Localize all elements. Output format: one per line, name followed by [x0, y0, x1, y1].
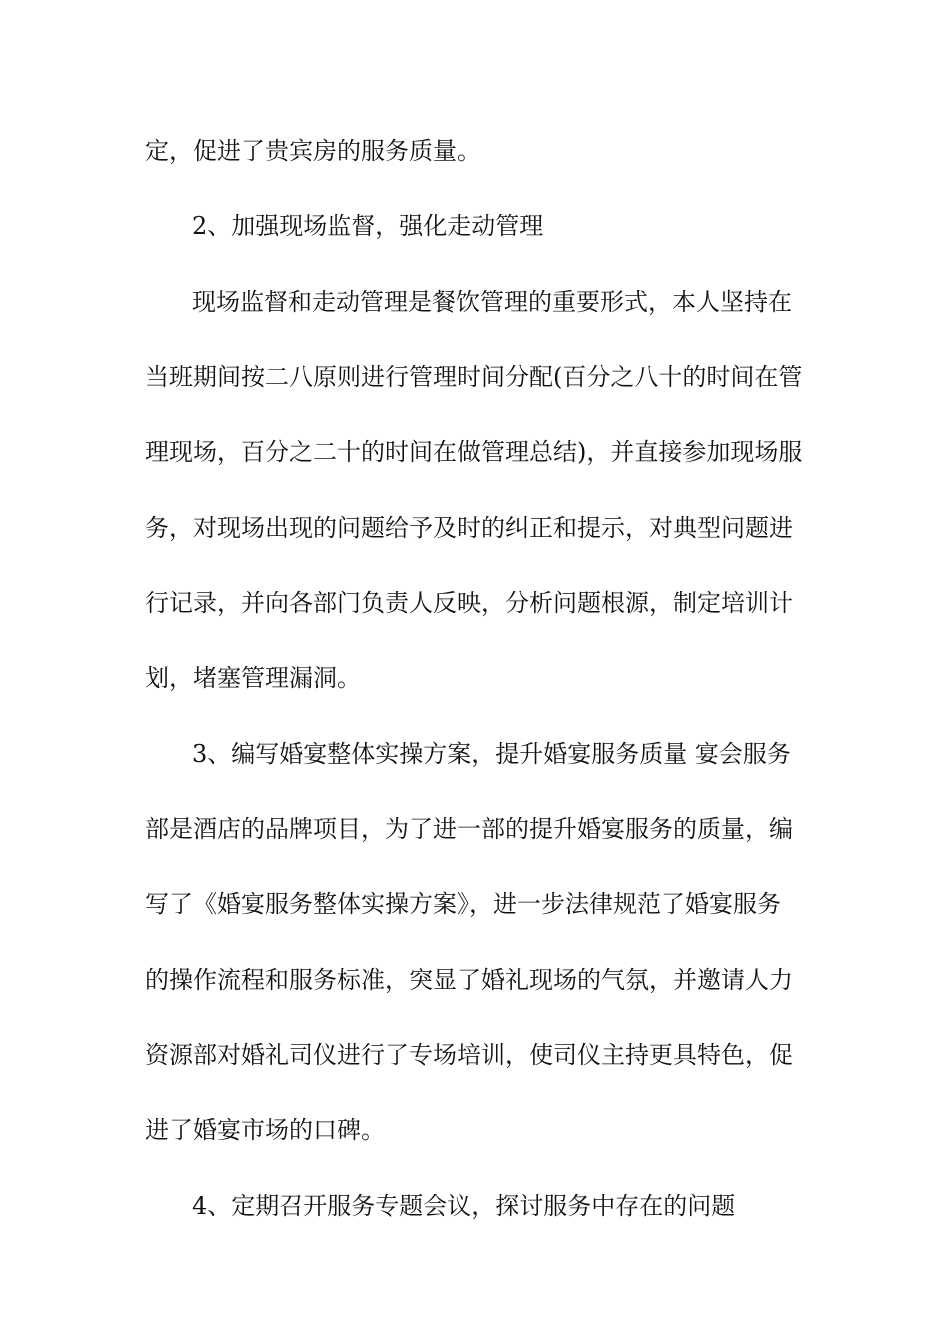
text-line-12: 的操作流程和服务标准，突显了婚礼现场的气氛，并邀请人力 [145, 966, 793, 994]
text-line-10: 部是酒店的品牌项目，为了进一部的提升婚宴服务的质量，编 [145, 815, 793, 843]
text-line-4: 当班期间按二八原则进行管理时间分配(百分之八十的时间在管 [145, 363, 803, 391]
section-heading-3: 3、编写婚宴整体实操方案，提升婚宴服务质量 宴会服务 [192, 740, 791, 768]
text-line-13: 资源部对婚礼司仪进行了专场培训，使司仪主持更具特色，促 [145, 1041, 793, 1069]
text-line-8: 划，堵塞管理漏洞。 [145, 664, 361, 692]
text-line-1: 定，促进了贵宾房的服务质量。 [145, 137, 481, 165]
text-line-7: 行记录，并向各部门负责人反映，分析问题根源，制定培训计 [145, 589, 793, 617]
text-line-5: 理现场，百分之二十的时间在做管理总结)，并直接参加现场服 [145, 438, 803, 466]
section-heading-2: 2、加强现场监督，强化走动管理 [192, 212, 544, 240]
text-line-6: 务，对现场出现的问题给予及时的纠正和提示，对典型问题进 [145, 514, 793, 542]
text-line-14: 进了婚宴市场的口碑。 [145, 1116, 385, 1144]
text-line-3: 现场监督和走动管理是餐饮管理的重要形式，本人坚持在 [192, 288, 792, 316]
section-heading-4: 4、定期召开服务专题会议，探讨服务中存在的问题 [192, 1192, 736, 1220]
text-line-11: 写了《婚宴服务整体实操方案》，进一步法律规范了婚宴服务 [145, 890, 781, 918]
